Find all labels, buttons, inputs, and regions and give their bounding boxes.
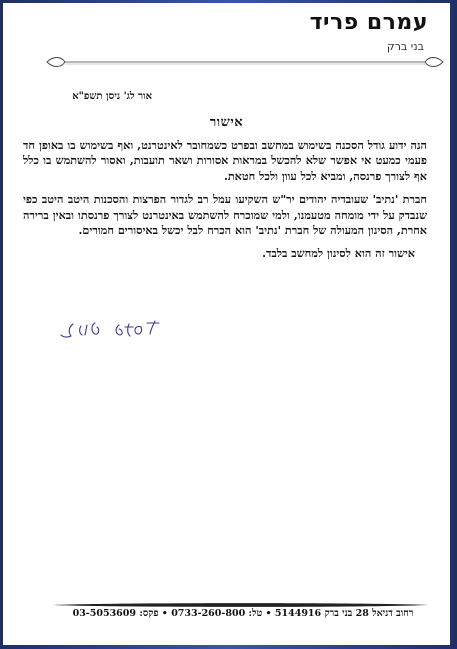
handwritten-signature <box>55 315 165 345</box>
body-paragraph: הנה ידוע גודל הסכנה בשימוש במחשב ובפרט כשמחובר לאינטרנט, ואף בשימוש בו באופן חד פעמי כמעט אי אפשר שלא להכשל במראות אסורות ושאר תועבות, ואסור להשתמש בו כלל אף לצורך פרנסה, ומביא לכל עוון ולכל חטאת. <box>23 138 427 183</box>
letterhead-name: עמרם פריד <box>309 10 428 35</box>
letterhead-city: בני ברק <box>386 40 424 53</box>
letter-body <box>23 138 427 270</box>
body-paragraph: חברת 'נתיב' שעובדיה יהודים יר"ש השקיעו עמל רב לגדור הפרצות והסכנות היטב היטב כפי שנבדק על ידי מומחה מטעמנו, ולמי שמוכרח להשתמש באינטרנט לצורך פרנסתו ובאין ברירה אחרת, הסינון המעולה של חברת 'נתיב' הוא הכרח לבל יכשל באיסורים חמורים. <box>23 192 427 238</box>
letter-date: אור לג' ניסן תשפ"א <box>72 91 152 102</box>
body-paragraph: אישור זה הוא לסינון למחשב בלבד. <box>262 246 415 261</box>
letter-page <box>3 3 450 645</box>
letterhead-ornament <box>45 55 445 69</box>
letter-title: אישור <box>209 115 244 130</box>
footer-contact: רחוב דניאל 28 בני ברק 5144916 • טל: 0733-260-800 • פקס: 03-5053609 <box>72 608 414 619</box>
